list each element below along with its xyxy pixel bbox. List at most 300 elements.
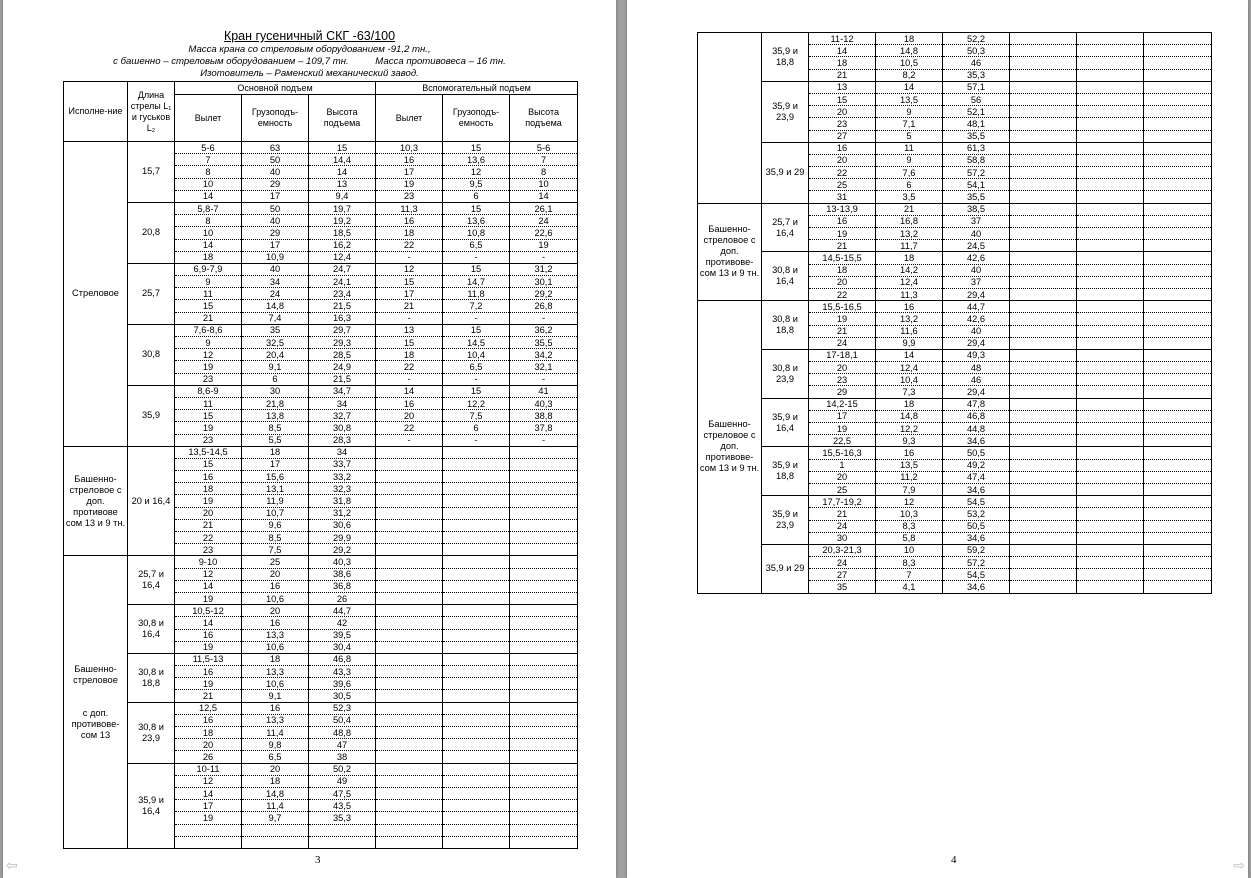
value-cell bbox=[510, 763, 578, 775]
value-cell: 17 bbox=[175, 800, 242, 812]
value-cell: 29,3 bbox=[309, 337, 376, 349]
value-cell: 18 bbox=[242, 775, 309, 787]
value-cell: 39,5 bbox=[309, 629, 376, 641]
value-cell: 12,2 bbox=[443, 397, 510, 409]
value-cell: 21 bbox=[175, 690, 242, 702]
execution-type-cell: Башенно-стреловое с доп. противове сом 13 и 9 тн. bbox=[64, 446, 128, 556]
value-cell bbox=[1077, 106, 1144, 118]
value-cell: 9-10 bbox=[175, 556, 242, 568]
value-cell: 14 bbox=[876, 349, 943, 361]
value-cell: 13,2 bbox=[876, 313, 943, 325]
boom-length-cell: 30,8 и 16,4 bbox=[762, 252, 809, 301]
value-cell: 16 bbox=[376, 154, 443, 166]
value-cell: 9,6 bbox=[242, 519, 309, 531]
value-cell: 16,3 bbox=[309, 312, 376, 324]
value-cell bbox=[376, 641, 443, 653]
subtitle-line-2: с башенно – стреловым оборудованием – 109,7 тн. Масса противовеса – 16 тн. bbox=[113, 56, 506, 67]
value-cell: 13,2 bbox=[876, 228, 943, 240]
value-cell: 15 bbox=[443, 385, 510, 397]
value-cell: 18 bbox=[175, 483, 242, 495]
value-cell: 8,5 bbox=[242, 532, 309, 544]
value-cell: 20 bbox=[175, 507, 242, 519]
value-cell: 17,7-19,2 bbox=[809, 496, 876, 508]
value-cell: 11 bbox=[876, 142, 943, 154]
value-cell: 14,8 bbox=[876, 45, 943, 57]
value-cell: 10,4 bbox=[443, 349, 510, 361]
value-cell: 34 bbox=[309, 397, 376, 409]
value-cell: 19 bbox=[809, 228, 876, 240]
table-row bbox=[698, 252, 1212, 264]
value-cell: 30,8 bbox=[309, 422, 376, 434]
value-cell: 11,8 bbox=[443, 288, 510, 300]
value-cell bbox=[376, 580, 443, 592]
value-cell bbox=[1144, 106, 1212, 118]
value-cell bbox=[1010, 215, 1077, 227]
value-cell: 30,5 bbox=[309, 690, 376, 702]
value-cell: 13 bbox=[809, 81, 876, 93]
value-cell: 14,8 bbox=[242, 300, 309, 312]
value-cell: 34,2 bbox=[510, 349, 578, 361]
value-cell bbox=[1077, 386, 1144, 398]
value-cell: 13,3 bbox=[242, 666, 309, 678]
header-aux-lift: Вспомогательный подъем bbox=[376, 82, 578, 95]
boom-length-cell: 30,8 и 16,4 bbox=[128, 605, 175, 654]
value-cell: 43,5 bbox=[309, 800, 376, 812]
value-cell: 35,5 bbox=[943, 130, 1010, 142]
value-cell: 33,2 bbox=[309, 471, 376, 483]
value-cell: 13 bbox=[376, 324, 443, 336]
value-cell: 38,5 bbox=[943, 203, 1010, 215]
value-cell bbox=[1144, 325, 1212, 337]
value-cell: 9 bbox=[876, 106, 943, 118]
value-cell bbox=[1010, 288, 1077, 300]
value-cell bbox=[376, 592, 443, 604]
value-cell: 6 bbox=[443, 190, 510, 202]
value-cell bbox=[443, 568, 510, 580]
boom-length-cell: 30,8 и 23,9 bbox=[762, 349, 809, 398]
value-cell: 6,5 bbox=[242, 751, 309, 763]
value-cell: 16 bbox=[876, 301, 943, 313]
value-cell: 18 bbox=[175, 251, 242, 263]
value-cell: 49,2 bbox=[943, 459, 1010, 471]
value-cell: 11,5-13 bbox=[175, 653, 242, 665]
value-cell: 18 bbox=[175, 727, 242, 739]
value-cell bbox=[376, 787, 443, 799]
header-aux-capacity: Грузоподъ-емность bbox=[443, 95, 510, 142]
value-cell: 34,6 bbox=[943, 483, 1010, 495]
value-cell bbox=[1010, 349, 1077, 361]
execution-type-cell: Башенно-стреловое с доп. противове-сом 13 и 9 тн. bbox=[698, 301, 762, 594]
value-cell: 16 bbox=[175, 666, 242, 678]
value-cell: 15 bbox=[376, 337, 443, 349]
value-cell bbox=[376, 446, 443, 458]
value-cell: 20 bbox=[809, 471, 876, 483]
value-cell bbox=[510, 836, 578, 848]
value-cell bbox=[1144, 532, 1212, 544]
value-cell bbox=[443, 787, 510, 799]
value-cell: 31,2 bbox=[510, 263, 578, 275]
value-cell bbox=[1077, 288, 1144, 300]
value-cell bbox=[1077, 154, 1144, 166]
value-cell: 8,3 bbox=[876, 520, 943, 532]
value-cell: 38,8 bbox=[510, 410, 578, 422]
value-cell bbox=[1144, 93, 1212, 105]
value-cell: 30 bbox=[242, 385, 309, 397]
value-cell: 15 bbox=[443, 142, 510, 154]
value-cell bbox=[376, 824, 443, 836]
value-cell: 12,4 bbox=[876, 276, 943, 288]
value-cell bbox=[443, 836, 510, 848]
value-cell bbox=[376, 605, 443, 617]
value-cell bbox=[1077, 520, 1144, 532]
value-cell: 14,4 bbox=[309, 154, 376, 166]
next-page-icon[interactable]: ⇨ bbox=[1233, 857, 1245, 873]
value-cell: 50,3 bbox=[943, 45, 1010, 57]
value-cell bbox=[1010, 508, 1077, 520]
value-cell: 15,5-16,3 bbox=[809, 447, 876, 459]
value-cell: 14 bbox=[175, 787, 242, 799]
value-cell: 15,6 bbox=[242, 471, 309, 483]
value-cell: 7,3 bbox=[876, 386, 943, 398]
value-cell bbox=[1144, 423, 1212, 435]
value-cell: 24 bbox=[809, 557, 876, 569]
value-cell bbox=[309, 824, 376, 836]
value-cell: 50,5 bbox=[943, 520, 1010, 532]
value-cell: 7 bbox=[876, 569, 943, 581]
value-cell bbox=[1010, 410, 1077, 422]
value-cell: 29,9 bbox=[309, 532, 376, 544]
value-cell bbox=[443, 727, 510, 739]
value-cell: 10,3 bbox=[376, 142, 443, 154]
execution-type-cell: Стреловое bbox=[64, 142, 128, 447]
value-cell bbox=[443, 641, 510, 653]
value-cell: 6 bbox=[876, 179, 943, 191]
value-cell bbox=[1077, 264, 1144, 276]
value-cell: 7,5 bbox=[242, 544, 309, 556]
value-cell bbox=[510, 495, 578, 507]
value-cell: 19,7 bbox=[309, 202, 376, 214]
value-cell: 12,4 bbox=[876, 362, 943, 374]
value-cell: 16 bbox=[175, 714, 242, 726]
header-capacity: Грузоподъ-емность bbox=[242, 95, 309, 142]
value-cell bbox=[510, 727, 578, 739]
value-cell bbox=[376, 739, 443, 751]
value-cell bbox=[443, 471, 510, 483]
value-cell bbox=[443, 812, 510, 824]
header-execution: Исполне-ние bbox=[64, 82, 128, 142]
value-cell: 57,2 bbox=[943, 557, 1010, 569]
value-cell: 6 bbox=[443, 422, 510, 434]
value-cell: 9,1 bbox=[242, 690, 309, 702]
value-cell: 9,4 bbox=[309, 190, 376, 202]
value-cell bbox=[376, 763, 443, 775]
value-cell: 19 bbox=[175, 592, 242, 604]
value-cell bbox=[376, 714, 443, 726]
value-cell: 50,5 bbox=[943, 447, 1010, 459]
value-cell: 23 bbox=[175, 373, 242, 385]
value-cell: 22,5 bbox=[809, 435, 876, 447]
value-cell: 20 bbox=[809, 154, 876, 166]
value-cell: 47 bbox=[309, 739, 376, 751]
value-cell: 23 bbox=[175, 434, 242, 446]
value-cell: 40 bbox=[943, 228, 1010, 240]
value-cell: 11,3 bbox=[376, 202, 443, 214]
value-cell bbox=[1010, 45, 1077, 57]
value-cell: 26 bbox=[309, 592, 376, 604]
value-cell bbox=[1077, 471, 1144, 483]
value-cell: - bbox=[510, 251, 578, 263]
value-cell bbox=[443, 666, 510, 678]
value-cell: 15 bbox=[175, 410, 242, 422]
value-cell: 54,1 bbox=[943, 179, 1010, 191]
value-cell bbox=[1010, 179, 1077, 191]
value-cell bbox=[1010, 93, 1077, 105]
value-cell bbox=[510, 592, 578, 604]
boom-length-cell: 35,9 и 18,8 bbox=[762, 33, 809, 82]
value-cell bbox=[1010, 81, 1077, 93]
table-row bbox=[698, 33, 1212, 45]
value-cell: 18 bbox=[809, 264, 876, 276]
value-cell bbox=[376, 836, 443, 848]
value-cell bbox=[443, 690, 510, 702]
value-cell bbox=[1077, 81, 1144, 93]
value-cell bbox=[1077, 349, 1144, 361]
value-cell: 10,4 bbox=[876, 374, 943, 386]
value-cell: 13,1 bbox=[242, 483, 309, 495]
value-cell: 20 bbox=[809, 276, 876, 288]
value-cell bbox=[1077, 496, 1144, 508]
value-cell bbox=[510, 824, 578, 836]
value-cell: 5 bbox=[876, 130, 943, 142]
value-cell: 14 bbox=[309, 166, 376, 178]
value-cell: 11,9 bbox=[242, 495, 309, 507]
value-cell: 52,3 bbox=[309, 702, 376, 714]
value-cell: 14,7 bbox=[443, 276, 510, 288]
table-row bbox=[698, 142, 1212, 154]
value-cell bbox=[376, 653, 443, 665]
boom-length-cell: 35,9 bbox=[128, 385, 175, 446]
table-row bbox=[64, 202, 578, 214]
value-cell: 32,1 bbox=[510, 361, 578, 373]
value-cell: 30,4 bbox=[309, 641, 376, 653]
value-cell bbox=[1144, 45, 1212, 57]
value-cell: 38,6 bbox=[309, 568, 376, 580]
value-cell: 12,4 bbox=[309, 251, 376, 263]
value-cell: 5,5 bbox=[242, 434, 309, 446]
value-cell bbox=[443, 617, 510, 629]
value-cell: 19 bbox=[510, 239, 578, 251]
value-cell: 3,5 bbox=[876, 191, 943, 203]
value-cell: 20 bbox=[242, 568, 309, 580]
value-cell: 54,5 bbox=[943, 569, 1010, 581]
value-cell: 14,8 bbox=[876, 410, 943, 422]
value-cell: 22 bbox=[376, 239, 443, 251]
document-page-3 bbox=[3, 0, 616, 878]
value-cell: - bbox=[443, 373, 510, 385]
value-cell bbox=[376, 727, 443, 739]
value-cell bbox=[1144, 130, 1212, 142]
value-cell bbox=[1077, 532, 1144, 544]
value-cell bbox=[1010, 471, 1077, 483]
value-cell: 19 bbox=[809, 423, 876, 435]
value-cell: 21 bbox=[175, 312, 242, 324]
value-cell bbox=[1077, 362, 1144, 374]
value-cell: 7,4 bbox=[242, 312, 309, 324]
execution-type-cell: Башенно-стреловое с доп. противове-сом 13 bbox=[64, 556, 128, 849]
value-cell bbox=[1077, 118, 1144, 130]
value-cell bbox=[443, 739, 510, 751]
value-cell bbox=[1010, 520, 1077, 532]
value-cell bbox=[1077, 313, 1144, 325]
boom-length-cell: 35,9 и 29 bbox=[762, 142, 809, 203]
value-cell bbox=[1144, 447, 1212, 459]
value-cell: 38 bbox=[309, 751, 376, 763]
value-cell bbox=[1144, 398, 1212, 410]
value-cell bbox=[443, 605, 510, 617]
value-cell bbox=[1144, 459, 1212, 471]
value-cell bbox=[443, 556, 510, 568]
value-cell: 10 bbox=[876, 544, 943, 556]
value-cell: 4,1 bbox=[876, 581, 943, 593]
value-cell bbox=[1077, 33, 1144, 45]
value-cell bbox=[1077, 301, 1144, 313]
value-cell: 20 bbox=[242, 605, 309, 617]
value-cell: 5-6 bbox=[175, 142, 242, 154]
value-cell: 9,5 bbox=[443, 178, 510, 190]
value-cell bbox=[1077, 447, 1144, 459]
value-cell bbox=[376, 666, 443, 678]
value-cell: 14,5 bbox=[443, 337, 510, 349]
value-cell: 9,7 bbox=[242, 812, 309, 824]
boom-length-cell: 25,7 и 16,4 bbox=[128, 556, 175, 605]
value-cell: 36,2 bbox=[510, 324, 578, 336]
value-cell: 18 bbox=[876, 398, 943, 410]
value-cell: 42 bbox=[309, 617, 376, 629]
value-cell: 8,6-9 bbox=[175, 385, 242, 397]
value-cell bbox=[376, 775, 443, 787]
value-cell bbox=[1144, 264, 1212, 276]
value-cell: 7,6-8,6 bbox=[175, 324, 242, 336]
value-cell bbox=[510, 568, 578, 580]
value-cell bbox=[1010, 240, 1077, 252]
value-cell: 22 bbox=[376, 361, 443, 373]
value-cell bbox=[1077, 69, 1144, 81]
value-cell bbox=[1144, 81, 1212, 93]
value-cell bbox=[1010, 496, 1077, 508]
value-cell: 13,3 bbox=[242, 629, 309, 641]
value-cell: 14,5-15,5 bbox=[809, 252, 876, 264]
value-cell: 18 bbox=[876, 33, 943, 45]
value-cell: 22 bbox=[376, 422, 443, 434]
value-cell bbox=[510, 605, 578, 617]
value-cell: 41 bbox=[510, 385, 578, 397]
value-cell: 49 bbox=[309, 775, 376, 787]
value-cell: 59,2 bbox=[943, 544, 1010, 556]
value-cell: 29,2 bbox=[309, 544, 376, 556]
value-cell: 10,6 bbox=[242, 592, 309, 604]
value-cell bbox=[1010, 130, 1077, 142]
value-cell: 35,5 bbox=[510, 337, 578, 349]
value-cell bbox=[376, 532, 443, 544]
value-cell: - bbox=[376, 434, 443, 446]
value-cell: 10,5 bbox=[876, 57, 943, 69]
value-cell: 19 bbox=[376, 178, 443, 190]
value-cell bbox=[1010, 203, 1077, 215]
value-cell: 37 bbox=[943, 276, 1010, 288]
value-cell: 21 bbox=[175, 519, 242, 531]
value-cell bbox=[1077, 276, 1144, 288]
value-cell bbox=[1144, 301, 1212, 313]
value-cell: 13,5 bbox=[876, 93, 943, 105]
crane-load-table-page-4 bbox=[697, 32, 1212, 594]
value-cell: 21 bbox=[809, 325, 876, 337]
boom-length-cell: 30,8 и 18,8 bbox=[762, 301, 809, 350]
value-cell: 18 bbox=[876, 252, 943, 264]
value-cell bbox=[1144, 374, 1212, 386]
execution-type-cell bbox=[698, 33, 762, 204]
value-cell: 34 bbox=[309, 446, 376, 458]
value-cell bbox=[1010, 57, 1077, 69]
value-cell: 22,6 bbox=[510, 227, 578, 239]
value-cell bbox=[1077, 130, 1144, 142]
value-cell bbox=[1144, 228, 1212, 240]
value-cell bbox=[1010, 386, 1077, 398]
value-cell bbox=[1077, 483, 1144, 495]
value-cell bbox=[376, 495, 443, 507]
value-cell bbox=[1077, 167, 1144, 179]
table-row bbox=[698, 203, 1212, 215]
value-cell: 47,5 bbox=[309, 787, 376, 799]
value-cell: 56 bbox=[943, 93, 1010, 105]
value-cell: 15,5-16,5 bbox=[809, 301, 876, 313]
value-cell: 11,2 bbox=[876, 471, 943, 483]
value-cell bbox=[1077, 215, 1144, 227]
value-cell bbox=[1010, 447, 1077, 459]
value-cell: 29,7 bbox=[309, 324, 376, 336]
value-cell: 10,5-12 bbox=[175, 605, 242, 617]
value-cell bbox=[1010, 301, 1077, 313]
previous-page-icon[interactable]: ⇦ bbox=[6, 857, 18, 873]
value-cell: 12 bbox=[443, 166, 510, 178]
value-cell: 31,2 bbox=[309, 507, 376, 519]
value-cell bbox=[443, 751, 510, 763]
value-cell: 50 bbox=[242, 154, 309, 166]
value-cell: 40 bbox=[242, 263, 309, 275]
value-cell: 19 bbox=[175, 641, 242, 653]
value-cell: 42,6 bbox=[943, 313, 1010, 325]
value-cell bbox=[1010, 325, 1077, 337]
value-cell: 14,2-15 bbox=[809, 398, 876, 410]
value-cell: 10 bbox=[175, 178, 242, 190]
table-row bbox=[64, 702, 578, 714]
value-cell: 28,5 bbox=[309, 349, 376, 361]
value-cell: 15 bbox=[443, 324, 510, 336]
value-cell bbox=[510, 702, 578, 714]
value-cell: 24,9 bbox=[309, 361, 376, 373]
value-cell bbox=[1010, 313, 1077, 325]
value-cell: 47,8 bbox=[943, 398, 1010, 410]
value-cell bbox=[443, 824, 510, 836]
value-cell: 32,3 bbox=[309, 483, 376, 495]
value-cell: 29 bbox=[809, 386, 876, 398]
value-cell: 7 bbox=[175, 154, 242, 166]
value-cell bbox=[510, 690, 578, 702]
value-cell: 16 bbox=[242, 617, 309, 629]
value-cell: 11,7 bbox=[876, 240, 943, 252]
value-cell: 53,2 bbox=[943, 508, 1010, 520]
value-cell: 15 bbox=[443, 263, 510, 275]
table-row bbox=[64, 763, 578, 775]
